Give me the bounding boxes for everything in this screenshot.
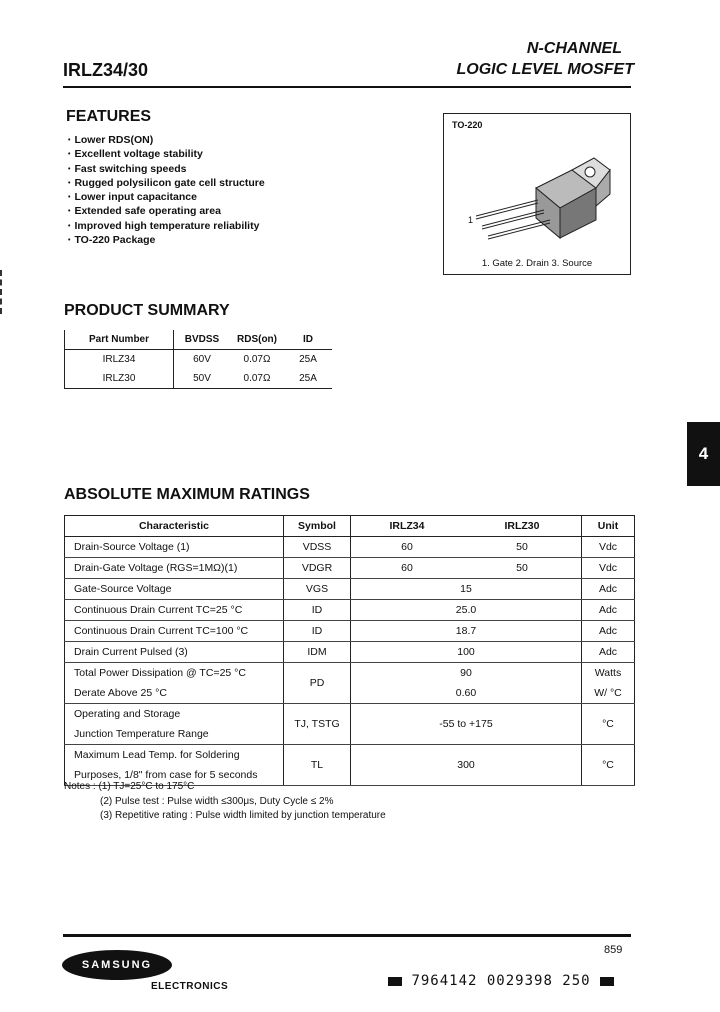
pin-legend: 1. Gate 2. Drain 3. Source <box>481 258 593 269</box>
cell: IRLZ30 <box>65 369 174 389</box>
characteristic: Continuous Drain Current TC=25 °C <box>65 600 284 621</box>
characteristic: Gate-Source Voltage <box>65 579 284 600</box>
table-header-row <box>65 516 635 537</box>
package-box <box>443 113 631 275</box>
samsung-logo: SAMSUNG <box>62 950 172 980</box>
note-line: (3) Repetitive rating : Pulse width limited by junction temperature <box>100 810 386 821</box>
cell: 25A <box>299 354 317 365</box>
cell: 0.07Ω <box>230 369 284 389</box>
feature-item: • Excellent voltage stability <box>68 147 265 161</box>
unit: Vdc <box>582 558 635 579</box>
barcode-block-left <box>388 977 402 986</box>
value: 0.60 <box>351 683 582 704</box>
barcode-line <box>388 973 614 989</box>
characteristic: Derate Above 25 °C <box>65 683 284 704</box>
value-irlz34: 60 <box>351 537 464 558</box>
product-summary-table <box>64 330 332 389</box>
col-symbol: Symbol <box>284 516 351 537</box>
table-row <box>65 745 635 766</box>
feature-item: • Fast switching speeds <box>68 162 265 176</box>
symbol: IDM <box>284 642 351 663</box>
feature-item: • Lower input capacitance <box>68 190 265 204</box>
characteristic: Junction Temperature Range <box>65 724 284 745</box>
table-header-row <box>65 330 333 350</box>
unit: Watts <box>582 663 635 684</box>
table-row <box>65 537 635 558</box>
symbol: VDGR <box>284 558 351 579</box>
title-line-1: N-CHANNEL <box>526 40 622 57</box>
section-tab: 4 <box>687 422 720 486</box>
characteristic: Maximum Lead Temp. for Soldering <box>65 745 284 766</box>
feature-item: • Lower RDS(ON) <box>68 133 265 147</box>
feature-item: • TO-220 Package <box>68 233 265 247</box>
cell: 50V <box>174 369 231 389</box>
features-list <box>68 133 265 247</box>
cell: 60V <box>193 354 211 365</box>
characteristic: Drain-Source Voltage (1) <box>65 537 284 558</box>
note-line: Notes : (1) TJ=25°C to 175°C <box>64 781 195 792</box>
col-irlz34: IRLZ34 <box>351 516 464 537</box>
unit: Adc <box>582 579 635 600</box>
symbol: VGS <box>284 579 351 600</box>
symbol: TL <box>284 745 351 786</box>
symbol: TJ, TSTG <box>284 704 351 745</box>
symbol: PD <box>284 663 351 704</box>
barcode-text: 7964142 0029398 250 <box>411 973 591 989</box>
part-number: IRLZ34/30 <box>63 60 149 80</box>
characteristic: Total Power Dissipation @ TC=25 °C <box>65 663 284 684</box>
unit: °C <box>582 745 635 786</box>
ratings-table <box>64 515 635 786</box>
features-heading: FEATURES <box>66 108 152 125</box>
feature-item: • Extended safe operating area <box>68 204 265 218</box>
unit: Adc <box>582 621 635 642</box>
unit: °C <box>582 704 635 745</box>
table-row <box>65 369 333 389</box>
unit: W/ °C <box>582 683 635 704</box>
scan-margin-mark <box>0 270 6 314</box>
product-summary-heading: PRODUCT SUMMARY <box>64 302 230 319</box>
col-bvdss: BVDSS <box>174 330 231 350</box>
table-row <box>65 663 635 684</box>
pin-1-label: 1 <box>468 215 474 225</box>
feature-item: • Improved high temperature reliability <box>68 219 265 233</box>
symbol: ID <box>284 621 351 642</box>
col-characteristic: Characteristic <box>65 516 284 537</box>
page-number: 859 <box>604 944 623 956</box>
characteristic: Purposes, 1/8" from case for 5 seconds <box>65 765 284 786</box>
footer-rule <box>63 934 631 937</box>
value: 100 <box>351 642 582 663</box>
characteristic: Drain-Gate Voltage (RGS=1MΩ)(1) <box>65 558 284 579</box>
table-row <box>65 579 635 600</box>
header-rule <box>63 86 631 88</box>
cell: 0.07Ω <box>243 354 271 365</box>
characteristic: Drain Current Pulsed (3) <box>65 642 284 663</box>
value: 300 <box>351 745 582 786</box>
unit: Adc <box>582 600 635 621</box>
value-irlz30: 50 <box>463 558 582 579</box>
electronics-label: ELECTRONICS <box>151 981 229 992</box>
col-id: ID <box>284 330 332 350</box>
table-row <box>65 642 635 663</box>
cell: 25A <box>284 369 332 389</box>
value: -55 to +175 <box>351 704 582 745</box>
value: 18.7 <box>351 621 582 642</box>
col-part-number: Part Number <box>65 330 174 350</box>
symbol: ID <box>284 600 351 621</box>
value: 25.0 <box>351 600 582 621</box>
value-irlz30: 50 <box>463 537 582 558</box>
note-line: (2) Pulse test : Pulse width ≤300μs, Duty Cycle ≤ 2% <box>100 795 334 807</box>
unit: Vdc <box>582 537 635 558</box>
feature-item: • Rugged polysilicon gate cell structure <box>68 176 265 190</box>
characteristic: Continuous Drain Current TC=100 °C <box>65 621 284 642</box>
notes <box>64 780 386 824</box>
value-irlz34: 60 <box>351 558 464 579</box>
cell: IRLZ34 <box>65 350 174 370</box>
table-row <box>65 621 635 642</box>
to220-package-drawing <box>444 128 630 258</box>
col-rdson: RDS(on) <box>230 330 284 350</box>
ratings-heading: ABSOLUTE MAXIMUM RATINGS <box>64 486 310 503</box>
package-label: TO-220 <box>452 120 483 130</box>
symbol: VDSS <box>284 537 351 558</box>
value: 90 <box>460 667 472 679</box>
value: 15 <box>351 579 582 600</box>
table-row <box>65 558 635 579</box>
title-line-2: LOGIC LEVEL MOSFET <box>456 61 634 78</box>
barcode-block-right <box>600 977 614 986</box>
col-unit: Unit <box>582 516 635 537</box>
table-row <box>65 600 635 621</box>
table-row <box>65 350 333 370</box>
table-row <box>65 704 635 725</box>
characteristic: Operating and Storage <box>65 704 284 725</box>
col-irlz30: IRLZ30 <box>463 516 582 537</box>
unit: Adc <box>582 642 635 663</box>
